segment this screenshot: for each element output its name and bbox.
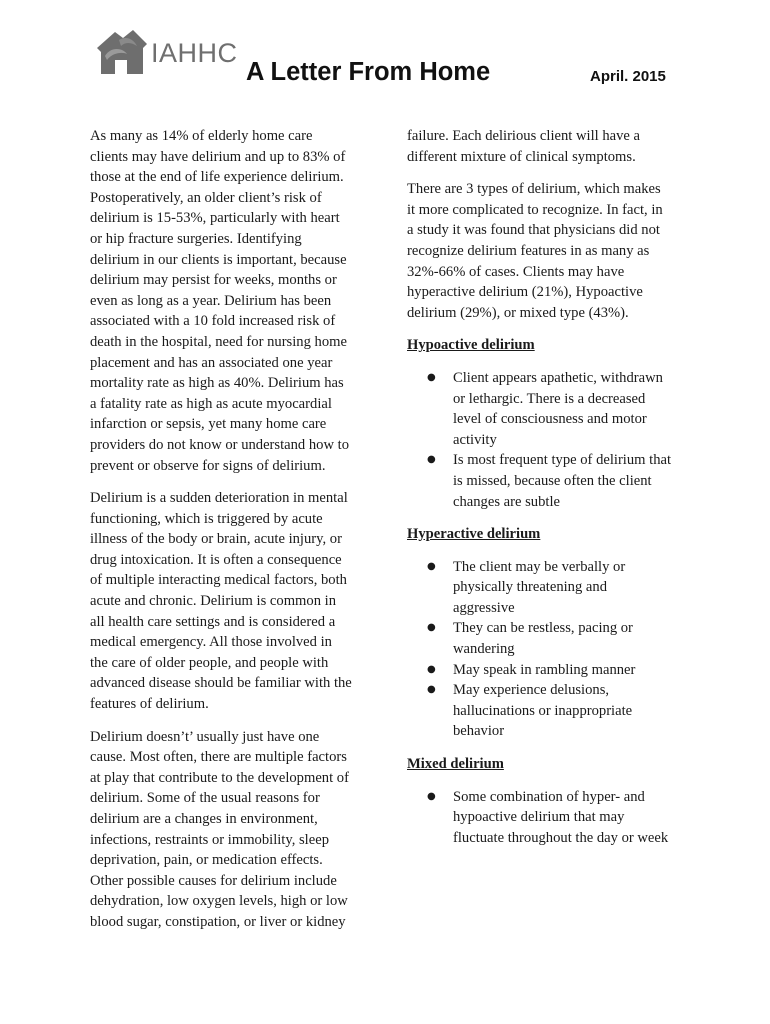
bullet-icon: ● xyxy=(427,790,436,802)
list-item: ● May experience delusions, hallucinations or inappropriate behavior xyxy=(427,682,633,740)
list-mixed xyxy=(407,787,697,849)
right-column xyxy=(407,126,697,848)
bullet-icon: ● xyxy=(427,454,436,466)
paragraph-types: There are 3 types of delirium, which makes it more complicated to recognize. In fact, in a study it was found that physicians did not recognize delirium features in as many as 32%-66% of cases. Clients may have hyperactive delirium (21%), Hypoactive delirium (29%), or mixed type (43%). xyxy=(407,181,663,321)
list-item: ● May speak in rambling manner xyxy=(407,660,697,681)
list-item: ● They can be restless, pacing or wandering xyxy=(427,620,633,658)
list-item: ● Some combination of hyper- and hypoactive delirium that may fluctuate throughout the day or week xyxy=(427,788,669,846)
list-hypoactive xyxy=(407,368,697,512)
left-column xyxy=(90,126,374,933)
bullet-icon: ● xyxy=(427,663,436,675)
newsletter-title: A Letter From Home xyxy=(246,58,491,86)
list-item: ● The client may be verbally or physically threatening and aggressive xyxy=(427,558,626,616)
list-item: ● Client appears apathetic, withdrawn or lethargic. There is a decreased level of consciousness and motor activity xyxy=(427,369,663,448)
list-item: ● Is most frequent type of delirium that is missed, because often the client changes are subtle xyxy=(427,452,672,510)
bullet-icon: ● xyxy=(427,560,436,572)
paragraph-definition: Delirium is a sudden deterioration in mental functioning, which is triggered by acute illness of the body or brain, acute injury, or drug intoxication. It is often a consequence of multiple interacting medical factors, both acute and chronic. Delirium is common in all health care settings and is considered a medical emergency. All those involved in the care of older people, and people with advanced disease should be familiar with the features of delirium. xyxy=(90,490,352,713)
paragraph-causes: Delirium doesn’t’ usually just have one cause. Most often, there are multiple factors at play that contribute to the development of delirium. Some of the usual reasons for delirium are a changes in environment, infections, restraints or immobility, sleep deprivation, pain, or medication effects. Other possible causes for delirium include dehydration, low oxygen levels, high or low blood sugar, constipation, or liver or kidney xyxy=(90,728,349,930)
bullet-icon: ● xyxy=(427,684,436,696)
paragraph-continuation: failure. Each delirious client will have a different mixture of clinical symptoms. xyxy=(407,128,641,165)
issue-date: April. 2015 xyxy=(590,68,666,85)
heading-hypoactive: Hypoactive delirium xyxy=(407,337,535,354)
list-hyperactive xyxy=(407,557,697,742)
paragraph-prevalence: As many as 14% of elderly home care clients may have delirium and up to 83% of those at the end of life experience delirium. Postoperatively, an older client’s risk of delirium is 15-53%, particularly with heart or hip fracture surgeries. Identifying delirium in our clients is important, because delirium may persist for weeks, months or even as long as a year. Delirium has been associated with a 10 fold increased risk of death in the hospital, need for nursing home placement and has an associated one year mortality rate as high as 40%. Delirium has a fatality rate as high as acute myocardial infarction or sepsis, yet many home care providers do not know or understand how to prevent or observe for signs of delirium. xyxy=(90,128,350,474)
bullet-icon: ● xyxy=(427,622,436,634)
bullet-icon: ● xyxy=(427,371,436,383)
iahhc-logo xyxy=(93,26,238,82)
house-logo-icon xyxy=(93,26,149,78)
heading-mixed: Mixed delirium xyxy=(407,756,504,773)
heading-hyperactive: Hyperactive delirium xyxy=(407,526,541,543)
logo-text: IAHHC xyxy=(151,38,238,68)
